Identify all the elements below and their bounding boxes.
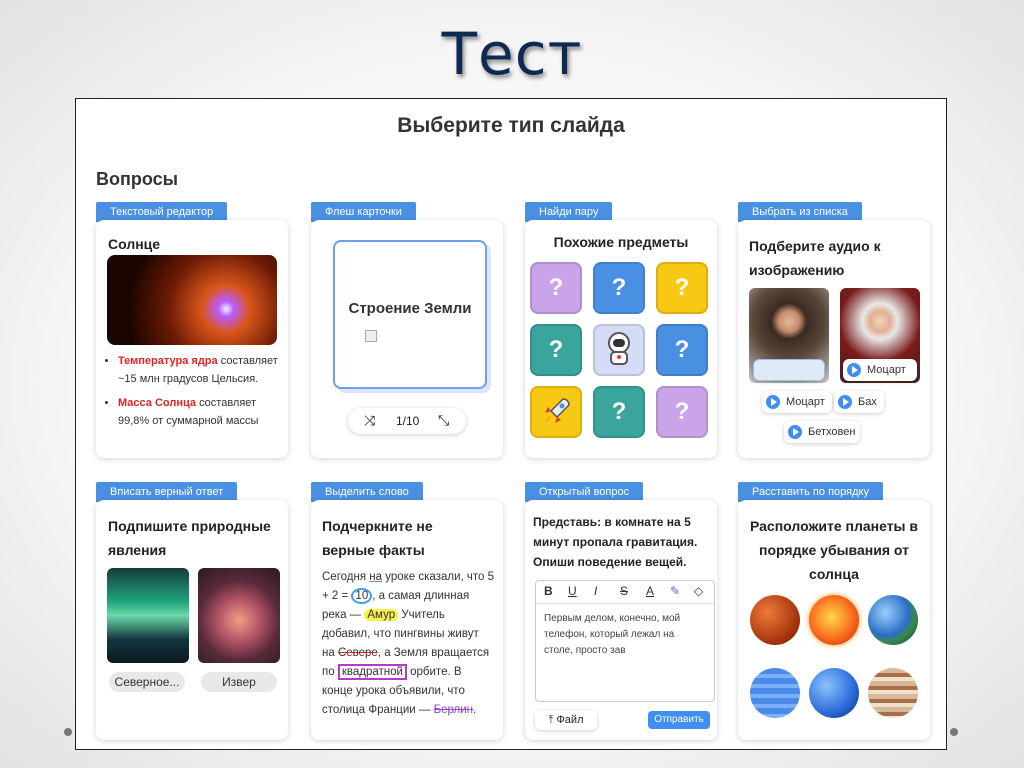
card-title: Солнце [108,236,161,252]
memory-tile[interactable]: ? [656,386,708,438]
aurora-image [107,568,189,663]
fill-color-icon[interactable]: ◇ [694,584,704,598]
fact-item [118,352,283,388]
nav-dot-right [950,728,958,736]
card-find-pair[interactable] [525,220,717,458]
memory-tile[interactable]: ? [593,386,645,438]
audio-option[interactable] [784,421,860,443]
upload-icon: ⤒ [548,714,557,726]
flash-card-text: Строение Земли [348,300,472,317]
editor-toolbar [536,581,714,604]
tab-choose-from-list[interactable]: Выбрать из списка [738,202,862,222]
text-run: орбите. В конце урока объявили, что столица Франции — [322,666,465,716]
astronaut-tile[interactable] [593,324,645,376]
play-icon [788,425,802,439]
strikethrough-button[interactable]: S [620,584,629,598]
answer-slot[interactable] [753,359,825,381]
card-counter: 1/10 [396,414,420,428]
fact-bold: Температура ядра [118,355,218,367]
highlighter-icon[interactable]: ✎ [670,584,681,598]
answer-text[interactable]: Первым делом, конечно, мой телефон, который лежал на столе, просто зав [544,613,681,656]
attach-file-label: Файл [556,714,584,726]
card-order[interactable] [738,500,930,740]
panel-title: Выберите тип слайда [397,114,625,137]
underline-button[interactable]: U [568,584,577,598]
fact-item [118,394,283,430]
answer-field[interactable]: Извер [201,672,277,692]
card-highlight-word[interactable] [311,500,503,740]
text-run: уроке сказали, что 5 + 2 = [322,571,495,602]
card-title: Подчеркните не верные факты [322,518,433,558]
text-run: Учитель добавил, что пингвины живут на [322,609,479,659]
highlight-paragraph [322,568,494,720]
tab-highlight-word[interactable]: Выделить слово [311,482,423,502]
planet-jupiter[interactable] [868,668,918,718]
crossed-word[interactable]: Берлин [433,704,473,716]
text-run: . [473,704,477,716]
italic-button[interactable]: I [594,584,598,598]
fact-text: составляет ~15 млн градусов Цельсия. [118,355,278,385]
audio-option[interactable] [834,391,884,413]
tab-order[interactable]: Расставить по порядку [738,482,883,502]
planet-sun[interactable] [809,595,859,645]
boxed-word[interactable]: квадратной [338,664,407,680]
highlighted-word[interactable]: Амур [364,609,398,621]
tab-open-question[interactable]: Открытый вопрос [525,482,643,502]
nav-dot-left [64,728,72,736]
text-run: , а самая длинная река — [322,590,470,621]
card-flash-cards[interactable] [311,220,503,458]
card-open-question[interactable] [525,500,717,740]
shuffle-icon[interactable]: ⤨ [364,412,376,428]
question-text: Представь: в комнате на 5 минут пропала гравитация. Опиши поведение вещей. [533,515,698,569]
card-title: Похожие предметы [553,234,689,250]
fact-text: составляет 99,8% от суммарной массы [118,397,259,427]
fact-list [106,352,283,436]
audio-option-label: Бах [858,396,877,408]
text-run: Сегодня [322,571,367,583]
planet-uranus[interactable] [750,668,800,718]
answer-field[interactable]: Северное... [109,672,185,692]
audio-option-label: Бетховен [808,426,856,438]
play-icon [766,395,780,409]
memory-tile[interactable]: ? [530,262,582,314]
underlined-word[interactable]: на [369,571,383,583]
tab-text-editor[interactable]: Текстовый редактор [96,202,227,222]
play-icon [838,395,852,409]
audio-option[interactable] [762,391,832,413]
card-text-editor[interactable] [96,220,288,458]
memory-tile[interactable]: ? [530,324,582,376]
play-icon [847,363,861,377]
sun-image [107,255,277,345]
card-title: Расположите планеты в порядке убывания от солнца [749,518,919,582]
volcano-image [198,568,280,663]
planet-mars[interactable] [750,595,800,645]
slide-title: Тест [441,20,583,88]
audio-option-label: Моцарт [867,364,906,376]
crossed-word[interactable]: Севере [337,647,378,659]
circled-word[interactable]: 10 [351,588,372,604]
card-title: Подпишите природные явления [108,518,271,558]
send-button[interactable]: Отправить [648,711,710,729]
slide-type-panel [75,98,947,750]
tab-flash-cards[interactable]: Флеш карточки [311,202,416,222]
rocket-tile[interactable] [530,386,582,438]
planet-neptune[interactable] [809,668,859,718]
text-run: , а Земля вращается по [322,647,490,678]
memory-tile[interactable]: ? [593,262,645,314]
card-choose-from-list[interactable] [738,220,930,458]
flash-card-controls [348,408,466,434]
answer-editor[interactable] [535,580,715,702]
fact-bold: Масса Солнца [118,397,196,409]
card-title: Подберите аудио к изображению [749,238,881,278]
memory-tile[interactable]: ? [656,324,708,376]
memory-tile[interactable]: ? [656,262,708,314]
astronaut-icon [602,331,636,369]
expand-icon[interactable]: ⤡ [438,412,450,428]
text-color-button[interactable]: A [646,584,655,598]
attach-file-button[interactable] [535,710,597,730]
broken-image-icon [365,330,377,342]
audio-option[interactable] [843,359,917,381]
section-title: Вопросы [96,169,179,189]
tab-find-pair[interactable]: Найди пару [525,202,612,222]
flash-card[interactable] [333,240,487,389]
audio-option-label: Моцарт [786,396,825,408]
card-write-answer[interactable] [96,500,288,740]
tab-write-answer[interactable]: Вписать верный ответ [96,482,237,502]
bold-button[interactable]: B [544,584,553,598]
rocket-icon [539,395,573,429]
planet-earth[interactable] [868,595,918,645]
